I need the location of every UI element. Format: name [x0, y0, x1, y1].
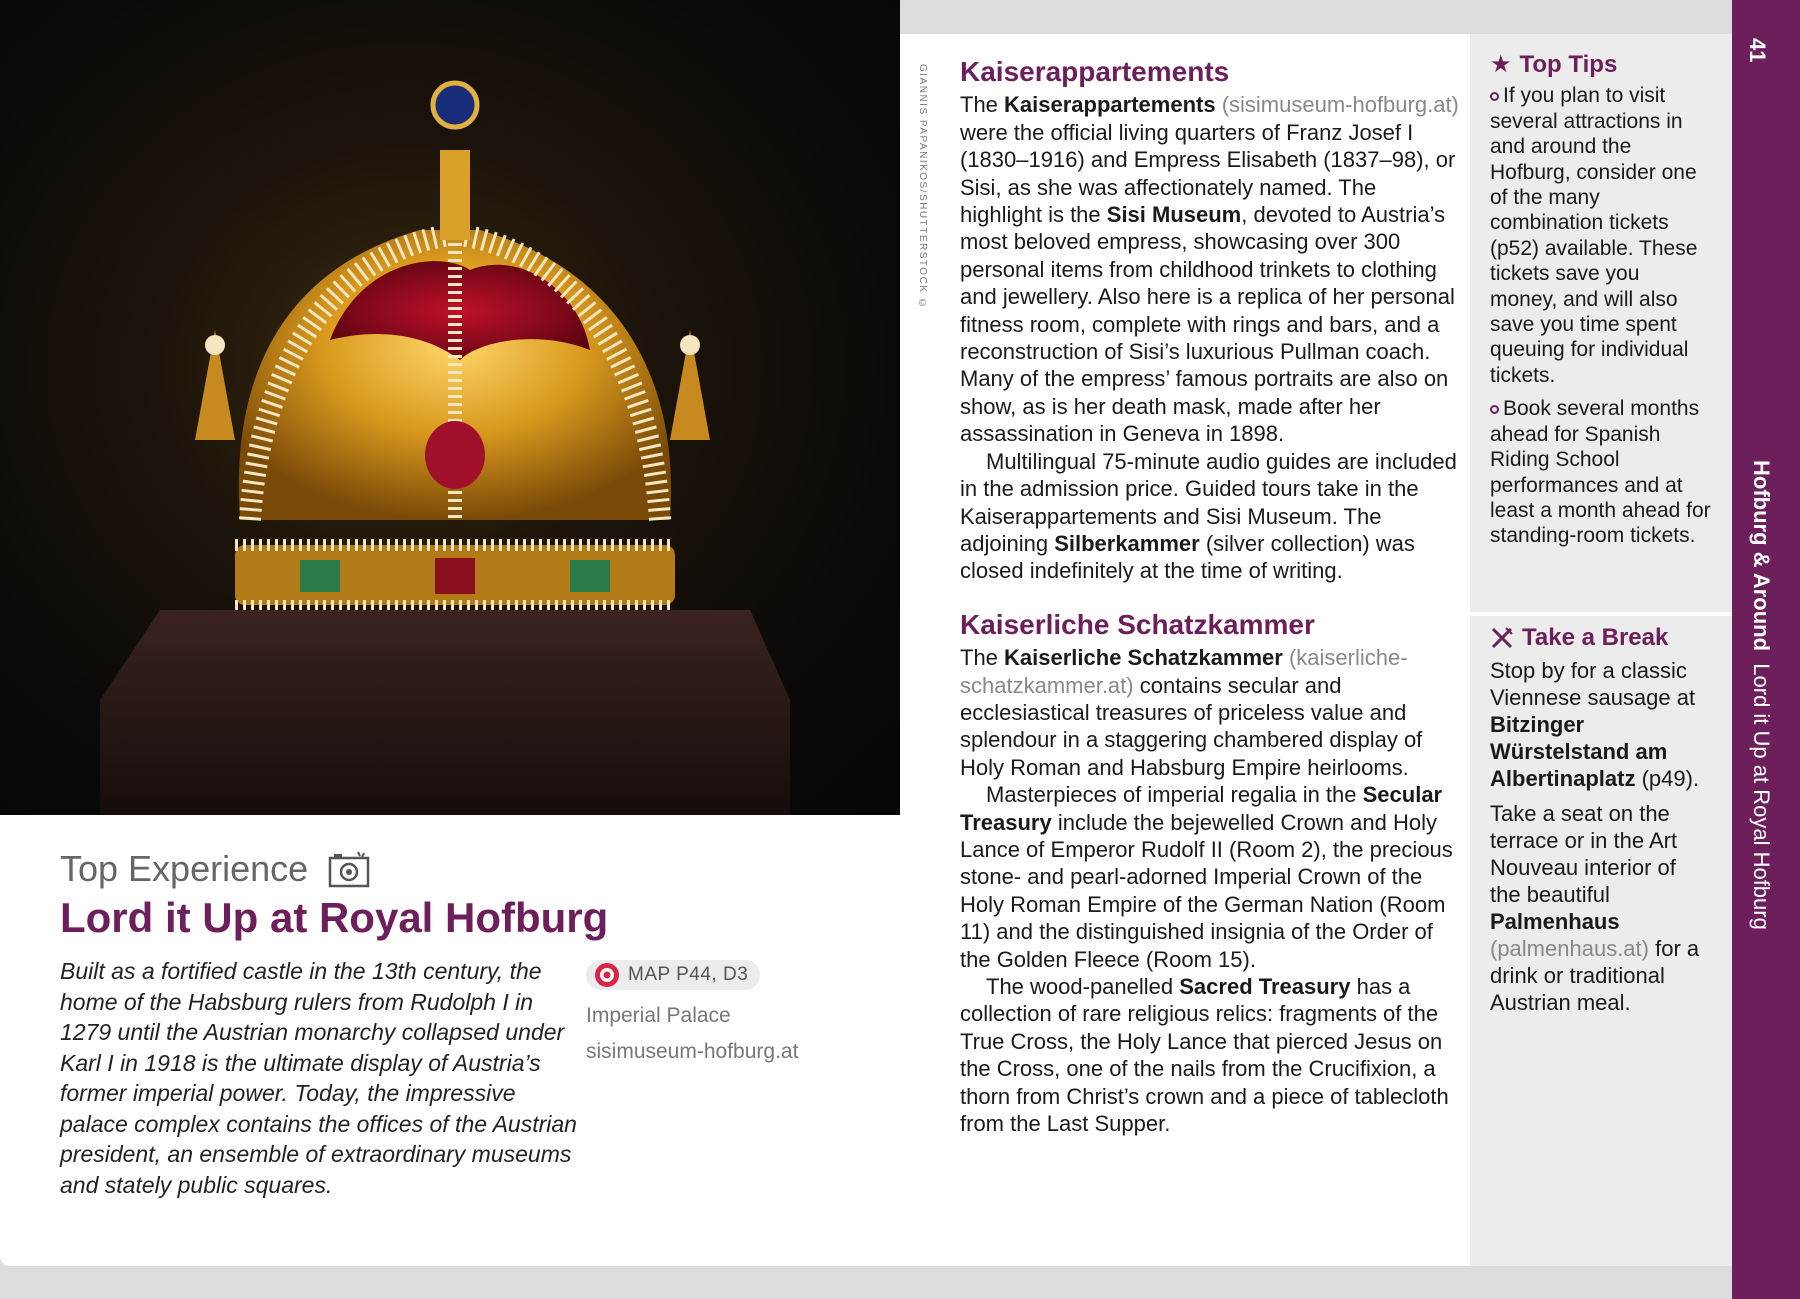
bullet-icon [1490, 92, 1499, 101]
text-run: The wood-panelled [986, 974, 1180, 999]
bold-term: Bitzinger Würstelstand am Albertinaplatz [1490, 712, 1668, 791]
top-experience-label: Top Experience [60, 848, 309, 889]
break-paragraph-2 [1490, 800, 1712, 1016]
text-run: (p49). [1635, 766, 1700, 791]
tab-section: Hofburg & Around [1749, 460, 1774, 652]
url-text[interactable]: (kaiserliche-schatzkammer.at) [960, 645, 1408, 698]
map-label: MAP P44, D3 [628, 964, 749, 985]
page-title: Lord it Up at Royal Hofburg [60, 894, 609, 941]
intro-text: Built as a fortified castle in the 13th century, the home of the Habsburg rulers from Rudolph I in 1279 until the Austrian monarchy collapsed under Karl I in 1918 is the ultimate display of Austria’s former imperial power. Today, the impressive palace complex contains the offices of the Austrian president, an ensemble of extraordinary museums and stately public squares. [60, 958, 577, 1198]
crown-illustration [0, 0, 900, 815]
left-pearl [205, 335, 225, 355]
tab-chapter: Lord it Up at Royal Hofburg [1749, 663, 1774, 930]
section2 [960, 608, 1460, 1138]
take-a-break-heading [1490, 624, 1712, 651]
bold-term: Palmenhaus [1490, 909, 1620, 934]
crown-photo [0, 0, 900, 815]
text-run: were the official living quarters of Franz Josef I (1830–1916) and Empress Elisabeth (1837–98), or Sisi, as she was affectionately named. The highlight is the [960, 119, 1456, 228]
tip-text: Book several months ahead for Spanish Riding School performances and at least a month ahead for standing-room tickets. [1490, 397, 1711, 548]
band-gem-1 [300, 560, 340, 592]
chapter-tab-text [1748, 460, 1774, 930]
section2-paragraph-2 [960, 781, 1460, 973]
tip-item [1490, 83, 1712, 388]
text-run: The [960, 645, 1005, 671]
page-top-strip [900, 0, 1732, 34]
text-run: include the bejewelled Crown and Holy Lance of Emperor Rudolf II (Room 2), the precious stone- and pearl-adorned Imperial Crown of the Holy Roman Empire of the German Nation (Room 11) and the distinguished insignia of the Order of the Golden Fleece (Room 15). [960, 809, 1453, 972]
text-run: Multilingual 75-minute audio guides are included in the admission price. Guided tours take in the Kaiserappartements and Sisi Museum. The adjoining [960, 448, 1457, 556]
camera-icon [328, 850, 370, 888]
sidebar-divider [1470, 612, 1732, 616]
band-gem-3 [570, 560, 610, 592]
text-run: , devoted to Austria’s most beloved empress, showcasing over 300 personal items from childhood trinkets to clothing and jewellery. Also here is a replica of her personal fitness room, complete with rings and bars, and a reconstruction of Sisi’s luxurious Pullman coach. Many of the empress’ famous portraits are also on show, as is her death mask, made after her assassination in Geneva in 1898. [960, 202, 1455, 447]
intro-block [60, 848, 609, 1200]
bold-term: Sisi Museum [1106, 202, 1242, 228]
break-paragraph-1 [1490, 657, 1712, 792]
photo-credit: GIANNIS PAPANIKOS/SHUTTERSTOCK © [917, 64, 928, 311]
top-tips-box [1490, 52, 1712, 557]
text-run: for a drink or traditional Austrian meal. [1490, 936, 1700, 1015]
text-run: has a collection of rare religious relics: fragments of the True Cross, the Holy Lance that pierced Jesus on the Cross, one of the nails from the Crucifixion, a thorn from Christ’s crown and a piece of tablecloth from the Last Supper. [960, 974, 1449, 1137]
bold-term: Kaiserappartements [1004, 92, 1216, 118]
main-column [960, 58, 1460, 1137]
take-a-break-label: Take a Break [1522, 624, 1669, 651]
star-icon: ★ [1490, 51, 1512, 78]
section-heading-kaiserappartements: Kaiserappartements [960, 56, 1230, 87]
bold-term: Silberkammer [1054, 530, 1200, 556]
section2-paragraph-3 [960, 973, 1460, 1137]
location-info [586, 960, 798, 1065]
text-run: contains secular and ecclesiastical treasures of priceless value and splendour in a staggering chambered display of Holy Roman and Habsburg Empire heirlooms. [960, 672, 1423, 780]
text-run: Take a seat on the terrace or in the Art Nouveau interior of the beautiful [1490, 801, 1678, 907]
section1-paragraph-2 [960, 448, 1460, 585]
section1-paragraph-1 [960, 91, 1460, 447]
band-gem-2 [435, 558, 475, 594]
map-reference[interactable] [586, 960, 760, 990]
text-run: The [960, 92, 1005, 118]
page-number: 41 [1745, 38, 1770, 63]
text-run: Stop by for a classic Viennese sausage at [1490, 658, 1696, 710]
text-run: (silver collection) was closed indefinitely at the time of writing. [960, 530, 1415, 584]
top-tips-label: Top Tips [1519, 51, 1618, 78]
ruby [425, 421, 485, 489]
bold-term: Secular Treasury [960, 782, 1443, 835]
top-experience-heading [60, 848, 580, 890]
website-link[interactable]: sisimuseum-hofburg.at [586, 1040, 799, 1063]
cutlery-icon [1490, 626, 1514, 650]
take-a-break-box [1490, 624, 1712, 1024]
text-run: Masterpieces of imperial regalia in the [986, 782, 1363, 808]
bold-term: Sacred Treasury [1179, 974, 1351, 999]
url-text[interactable]: (palmenhaus.at) [1490, 936, 1649, 961]
top-tips-heading [1490, 52, 1712, 77]
sapphire [433, 83, 477, 127]
crown-spire [440, 150, 470, 240]
url-text[interactable]: (sisimuseum-hofburg.at) [1215, 92, 1459, 118]
bullet-icon [1490, 405, 1499, 414]
map-pin-icon [594, 962, 620, 988]
section2-paragraph-1 [960, 644, 1460, 781]
section-heading-schatzkammer: Kaiserliche Schatzkammer [960, 608, 1315, 640]
tip-item [1490, 396, 1712, 548]
pedestal [100, 610, 790, 815]
right-pearl [680, 335, 700, 355]
bold-term: Kaiserliche Schatzkammer [1004, 645, 1283, 671]
place-name: Imperial Palace [586, 1004, 731, 1027]
tip-text: If you plan to visit several attractions in and around the Hofburg, consider one of the many combination tickets (p52) available. These tickets save you money, and will also save you time spent queuing for individual tickets. [1490, 84, 1698, 387]
